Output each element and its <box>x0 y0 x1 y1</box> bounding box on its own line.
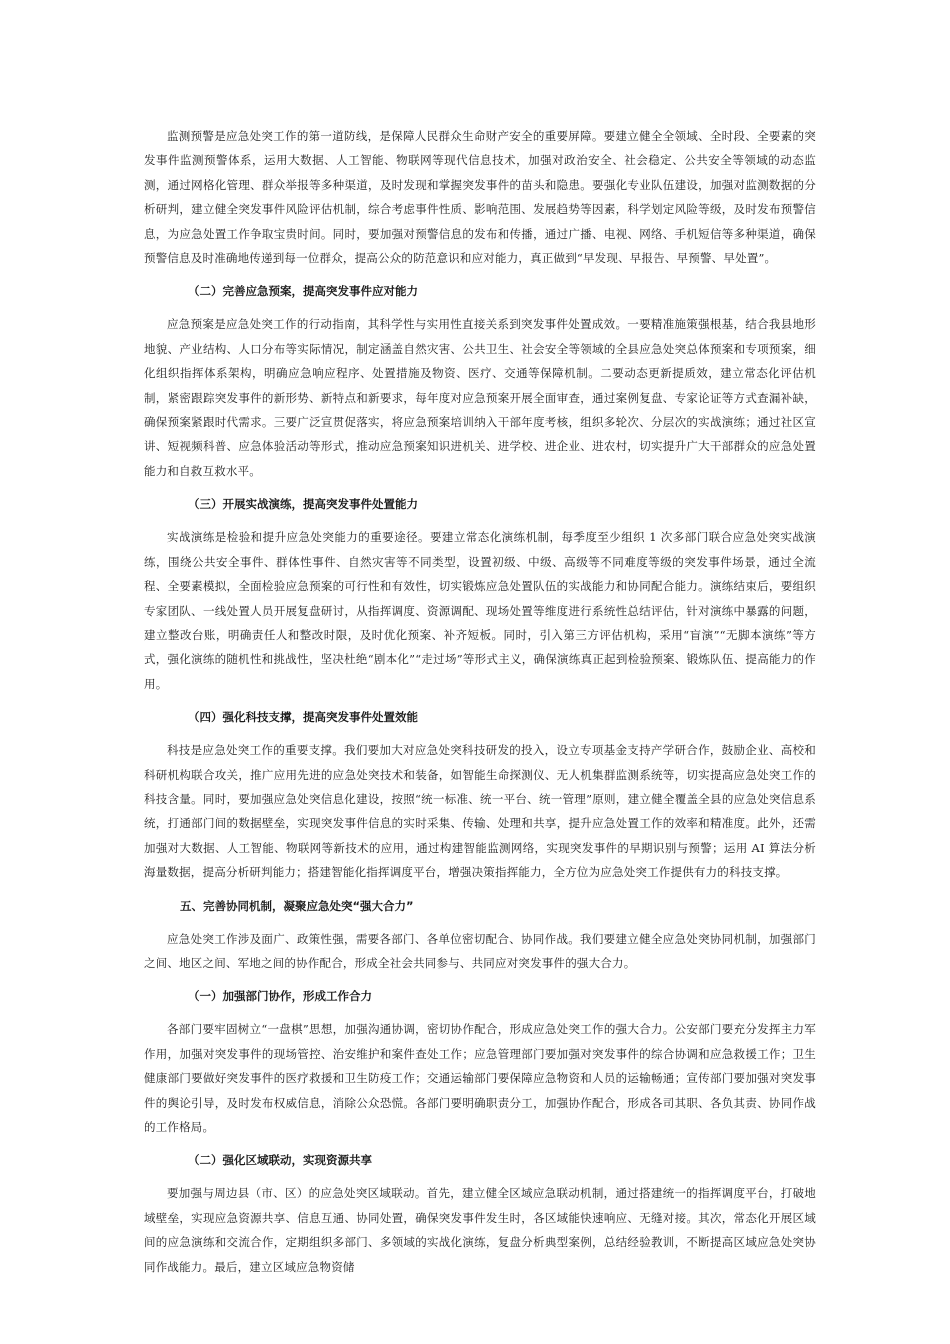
paragraph-emergency-plan: 应急预案是应急处突工作的行动指南，其科学性与实用性直接关系到突发事件处置成效。一要精准施策强根基，结合我县地形地貌、产业结构、人口分布等实际情况，制定涵盖自然灾害、公共卫生、社会安全等领域的全县应急处突总体预案和专项预案，细化组织指挥体系架构，明确应急响应程序、处置措施及物资、医疗、交通等保障机制。二要动态更新提质效，建立常态化评估机制，紧密跟踪突发事件的新形势、新特点和新要求，每年度对应急预案开展全面审查，通过案例复盘、专家论证等方式查漏补缺，确保预案紧跟时代需求。三要广泛宣贯促落实，将应急预案培训纳入干部年度考核，组织多轮次、分层次的实战演练；通过社区宣讲、短视频科普、应急体验活动等形式，推动应急预案知识进机关、进学校、进企业、进农村，切实提升广大干部群众的应急处置能力和自救互救水平。 <box>144 317 816 478</box>
section-heading-department-cooperation: （一）加强部门协作，形成工作合力 <box>188 989 372 1004</box>
section-heading-emergency-plan: （二）完善应急预案，提高突发事件应对能力 <box>188 284 418 299</box>
section-heading-drills: （三）开展实战演练，提高突发事件处置能力 <box>188 497 418 512</box>
paragraph-department-cooperation: 各部门要牢固树立“一盘棋”思想，加强沟通协调，密切协作配合，形成应急处突工作的强大合力。公安部门要充分发挥主力军作用，加强对突发事件的现场管控、治安维护和案件查处工作；应急管理部门要加强对突发事件的综合协调和应急救援工作；卫生健康部门要做好突发事件的医疗救援和卫生防疫工作；交通运输部门要保障应急物资和人员的运输畅通；宣传部门要加强对突发事件的舆论引导，及时发布权威信息，消除公众恐慌。各部门要明确职责分工，加强协作配合，形成各司其职、各负其责、协同作战的工作格局。 <box>144 1022 816 1134</box>
paragraph-coordination-intro: 应急处突工作涉及面广、政策性强，需要各部门、各单位密切配合、协同作战。我们要建立健全应急处突协同机制，加强部门之间、地区之间、军地之间的协作配合，形成全社会共同参与、共同应对突发事件的强大合力。 <box>144 931 816 970</box>
paragraph-monitoring-warning: 监测预警是应急处突工作的第一道防线，是保障人民群众生命财产安全的重要屏障。要建立健全全领域、全时段、全要素的突发事件监测预警体系，运用大数据、人工智能、物联网等现代信息技术，加强对政治安全、社会稳定、公共安全等领域的动态监测，通过网格化管理、群众举报等多种渠道，及时发现和掌握突发事件的苗头和隐患。要强化专业队伍建设，加强对监测数据的分析研判，建立健全突发事件风险评估机制，综合考虑事件性质、影响范围、发展趋势等因素，科学划定风险等级，及时发布预警信息，为应急处置工作争取宝贵时间。同时，要加强对预警信息的发布和传播，通过广播、电视、网络、手机短信等多种渠道，确保预警信息及时准确地传递到每一位群众，提高公众的防范意识和应对能力，真正做到“早发现、早报告、早预警、早处置”。 <box>144 129 816 266</box>
paragraph-regional-linkage: 要加强与周边县（市、区）的应急处突区域联动。首先，建立健全区域应急联动机制，通过搭建统一的指挥调度平台，打破地域壁垒，实现应急资源共享、信息互通、协同处置，确保突发事件发生时，各区域能快速响应、无缝对接。其次，常态化开展区域间的应急演练和交流合作，定期组织多部门、多领域的实战化演练，复盘分析典型案例，总结经验教训，不断提高区域应急处突协同作战能力。最后，建立区域应急物资储 <box>144 1186 816 1274</box>
paragraph-technology: 科技是应急处突工作的重要支撑。我们要加大对应急处突科技研发的投入，设立专项基金支持产学研合作，鼓励企业、高校和科研机构联合攻关，推广应用先进的应急处突技术和装备，如智能生命探测仪、无人机集群监测系统等，切实提高应急处突工作的科技含量。同时，要加强应急处突信息化建设，按照“统一标准、统一平台、统一管理”原则，建立健全覆盖全县的应急处突信息系统，打通部门间的数据壁垒，实现突发事件信息的实时采集、传输、处理和共享，提升应急处置工作的效率和精准度。此外，还需加强对大数据、人工智能、物联网等新技术的应用，通过构建智能监测网络，实现突发事件的早期识别与预警；运用 AI 算法分析海量数据，提高分析研判能力；搭建智能化指挥调度平台，增强决策指挥能力，全方位为应急处突工作提供有力的科技支撑。 <box>144 743 816 880</box>
section-heading-technology: （四）强化科技支撑，提高突发事件处置效能 <box>188 710 418 725</box>
chapter-heading-coordination: 五、完善协同机制，凝聚应急处突“强大合力” <box>180 898 414 913</box>
paragraph-drills: 实战演练是检验和提升应急处突能力的重要途径。要建立常态化演练机制，每季度至少组织 1 次多部门联合应急处突实战演练，围绕公共安全事件、群体性事件、自然灾害等不同类型，设置初级、中级、高级等不同难度等级的突发事件场景，通过全流程、全要素模拟，全面检验应急预案的可行性和有效性，切实锻炼应急处置队伍的实战能力和协同配合能力。演练结束后，要组织专家团队、一线处置人员开展复盘研讨，从指挥调度、资源调配、现场处置等维度进行系统性总结评估，针对演练中暴露的问题，建立整改台账，明确责任人和整改时限，及时优化预案、补齐短板。同时，引入第三方评估机构，采用“盲演”“无脚本演练”等方式，强化演练的随机性和挑战性，坚决杜绝“剧本化”“走过场”等形式主义，确保演练真正起到检验预案、锻炼队伍、提高能力的作用。 <box>144 530 816 691</box>
section-heading-regional-linkage: （二）强化区域联动，实现资源共享 <box>188 1153 372 1168</box>
